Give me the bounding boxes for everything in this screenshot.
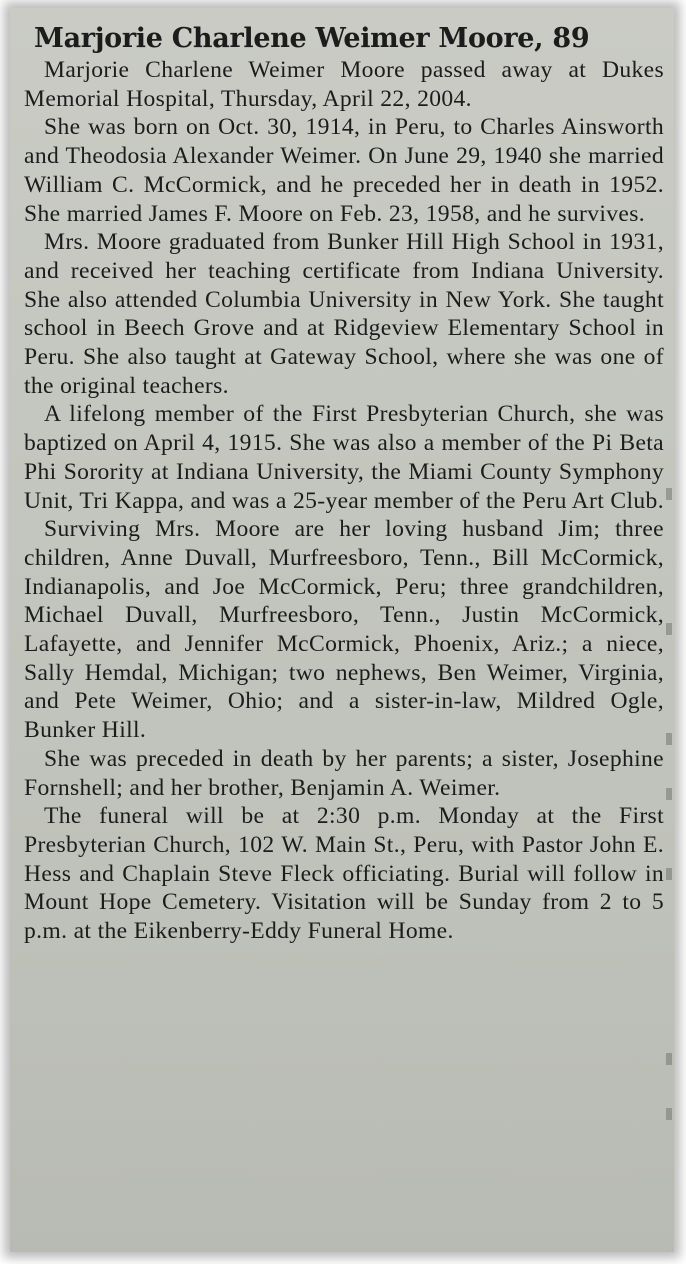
newspaper-clipping-photo bbox=[10, 8, 674, 1252]
adjacent-column-edge bbox=[662, 8, 672, 1252]
obituary-paragraph-death: Marjorie Charlene Weimer Moore passed away at Dukes Memorial Hospital, Thursday, April 22, 2004. bbox=[24, 57, 664, 112]
edge-mark bbox=[666, 788, 672, 800]
obituary-paragraph-memberships: A lifelong member of the First Presbyterian Church, she was baptized on April 4, 1915. She was also a member of the Pi Beta Phi Sorority at Indiana University, the Miami County Symphony Unit, Tri Kappa, and was a 25-year member of the Peru Art Club. bbox=[24, 401, 664, 514]
edge-mark bbox=[666, 733, 672, 745]
edge-mark bbox=[666, 1108, 672, 1120]
obituary-paragraph-preceded: She was preceded in death by her parents; a sister, Josephine Fornshell; and her brother, Benjamin A. Weimer. bbox=[24, 745, 664, 801]
obituary-headline: Marjorie Charlene Weimer Moore, 89 bbox=[34, 23, 590, 54]
edge-mark bbox=[666, 623, 672, 635]
edge-mark bbox=[666, 488, 672, 500]
obituary-paragraph-education: Mrs. Moore graduated from Bunker Hill High School in 1931, and received her teaching certificate from Indiana University. She also attended Columbia University in New York. She taught school in Beech Grove and at Ridgeview Elementary School in Peru. She also taught at Gateway School, where she was one of the original teachers. bbox=[24, 229, 664, 399]
obituary-paragraph-birth-marriage: She was born on Oct. 30, 1914, in Peru, to Charles Ainsworth and Theodosia Alexander Weimer. On June 29, 1940 she married William C. McCormick, and he preceded her in death in 1952. She married James F. Moore on Feb. 23, 1958, and he survives. bbox=[24, 114, 664, 227]
edge-mark bbox=[666, 868, 672, 880]
obituary-paragraph-funeral: The funeral will be at 2:30 p.m. Monday at the First Presbyterian Church, 102 W. Main St., Peru, with Pastor John E. Hess and Chaplain Steve Fleck officiating. Burial will follow in Mount Hope Cemetery. Visitation will be Sunday from 2 to 5 p.m. at the Eikenberry-Eddy Funeral Home. bbox=[24, 803, 664, 945]
obituary-paragraph-survivors: Surviving Mrs. Moore are her loving husband Jim; three children, Anne Duvall, Murfreesboro, Tenn., Bill McCormick, Indianapolis, and Joe McCormick, Peru; three grandchildren, Michael Duvall, Murfreesboro, Tenn., Justin McCormick, Lafayette, and Jennifer McCormick, Phoenix, Ariz.; a niece, Sally Hemdal, Michigan; two nephews, Ben Weimer, Virginia, and Pete Weimer, Ohio; and a sister-in-law, Mildred Ogle, Bunker Hill. bbox=[24, 516, 664, 744]
obituary-article bbox=[24, 22, 664, 946]
edge-mark bbox=[666, 1053, 672, 1065]
